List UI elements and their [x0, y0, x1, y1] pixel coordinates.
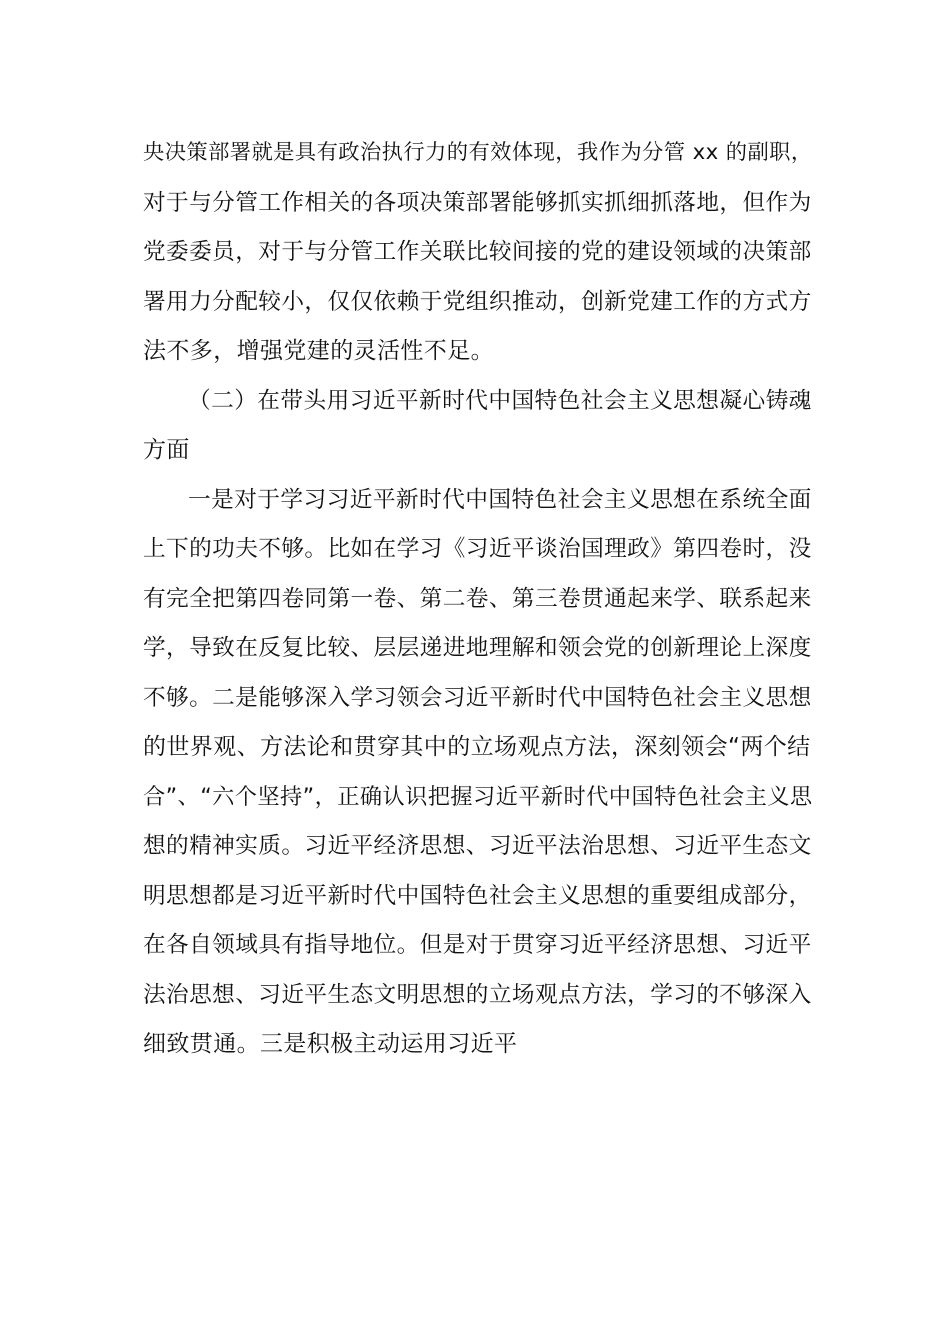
text-line: 合”、“六个坚持”，正确认识把握习近平新时代中国特色社会主义思 [143, 784, 813, 810]
text-line: 的世界观、方法论和贯穿其中的立场观点方法，深刻领会“两个结 [143, 734, 811, 760]
text-line: 署用力分配较小，仅仅依赖于党组织推动，创新党建工作的方式方 [143, 289, 812, 315]
text-line: 想的精神实质。习近平经济思想、习近平法治思想、习近平生态文 [143, 833, 812, 859]
text-line: 不够。二是能够深入学习领会习近平新时代中国特色社会主义思想 [143, 685, 812, 711]
text-line: 细致贯通。三是积极主动运用习近平 [143, 1031, 518, 1057]
text-line: 一是对于学习习近平新时代中国特色社会主义思想在系统全面 [188, 487, 812, 513]
text-line: 对于与分管工作相关的各项决策部署能够抓实抓细抓落地，但作为 [143, 190, 812, 216]
section-heading-continuation: 方面 [143, 437, 190, 463]
text-line: 在各自领域具有指导地位。但是对于贯穿习近平经济思想、习近平 [143, 932, 812, 958]
text-line: 学，导致在反复比较、层层递进地理解和领会党的创新理论上深度 [143, 635, 812, 661]
text-line: 法治思想、习近平生态文明思想的立场观点方法，学习的不够深入 [143, 982, 812, 1008]
text-line: 央决策部署就是具有政治执行力的有效体现，我作为分管 xx 的副职， [143, 140, 813, 165]
text-line: 法不多，增强党建的灵活性不足。 [143, 338, 494, 364]
section-heading: （二）在带头用习近平新时代中国特色社会主义思想凝心铸魂 [188, 388, 812, 414]
text-line: 党委委员，对于与分管工作关联比较间接的党的建设领域的决策部 [143, 239, 812, 265]
text-line: 上下的功夫不够。比如在学习《习近平谈治国理政》第四卷时，没 [143, 536, 812, 562]
text-line: 明思想都是习近平新时代中国特色社会主义思想的重要组成部分， [143, 883, 812, 909]
text-line: 有完全把第四卷同第一卷、第二卷、第三卷贯通起来学、联系起来 [143, 586, 812, 612]
